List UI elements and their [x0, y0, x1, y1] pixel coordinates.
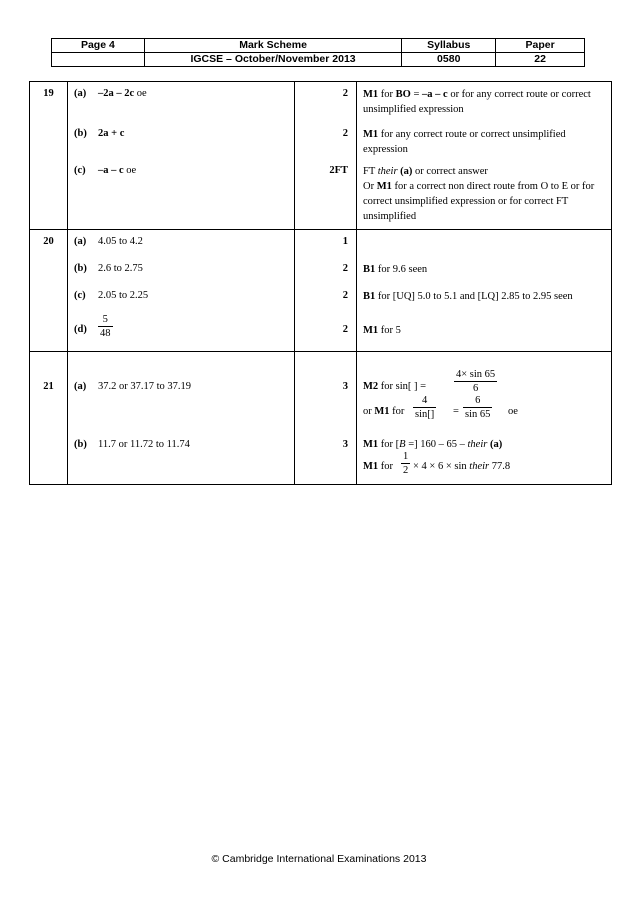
question-number: 21	[30, 352, 68, 485]
answer-19c: –a – c oe	[98, 165, 137, 176]
copyright-footer: © Cambridge International Examinations 2013	[211, 853, 427, 865]
guidance-21b-line2-tail: × 4 × 6 × sin their 77.8	[413, 461, 511, 472]
mark-19a: 2	[342, 88, 348, 99]
answer-cell	[68, 352, 295, 485]
answer-20d-fraction: $\frac{5}{48}$	[100, 314, 111, 339]
guidance-20b: B1 for 9.6 seen	[363, 264, 428, 275]
question-row-20	[30, 230, 612, 352]
guidance-19c: FT their (a) or correct answer Or M1 for a correct non direct route from O to E or for correct unsimplified expression or for correct FT unsimplified	[363, 166, 595, 222]
answer-20b: 2.6 to 2.75	[98, 263, 143, 274]
part-label: (b)	[74, 128, 87, 139]
part-label: (c)	[74, 165, 86, 176]
syllabus-code: 0580	[402, 53, 496, 67]
part-label: (c)	[74, 290, 86, 301]
question-number: 19	[30, 82, 68, 230]
mark-19c: 2FT	[329, 165, 348, 176]
paper-label: Paper	[496, 39, 585, 53]
fraction-4-over-sin: $\frac{4}{\sin[]}$	[415, 395, 435, 420]
guidance-21a-m1: or M1 for	[363, 406, 405, 417]
part-label: (b)	[74, 263, 87, 274]
part-label: (d)	[74, 324, 87, 335]
part-label: (a)	[74, 88, 87, 99]
paper-number: 22	[496, 53, 585, 67]
guidance-cell	[357, 82, 612, 230]
guidance-19a: M1 for BO = –a – c or for any correct route or correct unsimplified expression	[363, 89, 591, 115]
part-label: (b)	[74, 439, 87, 450]
marks-cell	[295, 82, 357, 230]
guidance-20d: M1 for 5	[363, 325, 401, 336]
answer-20a: 4.05 to 4.2	[98, 236, 143, 247]
part-label: (a)	[74, 381, 87, 392]
mark-20d: 2	[342, 324, 348, 335]
guidance-21a-m2: M2 for sin[ ] =	[363, 381, 427, 392]
question-row-21	[30, 352, 612, 485]
page-number: Page 4	[52, 39, 145, 53]
oe-note: oe	[508, 406, 518, 417]
marks-cell	[295, 230, 357, 352]
guidance-cell	[357, 230, 612, 352]
syllabus-label: Syllabus	[402, 39, 496, 53]
fraction-one-half: $\frac{1}{2}$	[403, 451, 409, 476]
exam-title: IGCSE – October/November 2013	[144, 53, 402, 67]
mark-21b: 3	[342, 439, 348, 450]
question-row-19	[30, 82, 612, 230]
fraction-4sin65-over-6: $\frac{4\times \sin 65}{6}$	[456, 369, 496, 394]
answer-20c: 2.05 to 2.25	[98, 290, 149, 301]
guidance-21b-line1: M1 for [B =] 160 – 65 – their (a)	[363, 439, 503, 450]
marks-cell	[295, 352, 357, 485]
mark-20b: 2	[342, 263, 348, 274]
guidance-cell	[357, 352, 612, 485]
header-blank	[52, 53, 145, 67]
mark-scheme-table	[29, 81, 612, 485]
answer-21b: 11.7 or 11.72 to 11.74	[98, 439, 190, 450]
mark-19b: 2	[342, 128, 348, 139]
part-label: (a)	[74, 236, 87, 247]
equals-sign: =	[453, 406, 459, 417]
mark-20c: 2	[342, 290, 348, 301]
mark-20a: 1	[342, 236, 348, 247]
answer-19b: 2a + c	[98, 128, 125, 139]
guidance-20c: B1 for [UQ] 5.0 to 5.1 and [LQ] 2.85 to 2.95 seen	[363, 291, 573, 302]
answer-cell	[68, 230, 295, 352]
guidance-21b-line2: M1 for	[363, 461, 394, 472]
document-type: Mark Scheme	[144, 39, 402, 53]
answer-21a: 37.2 or 37.17 to 37.19	[98, 381, 192, 392]
fraction-6-over-sin65: $\frac{6}{\sin 65}$	[465, 395, 491, 420]
question-number: 20	[30, 230, 68, 352]
answer-cell	[68, 82, 295, 230]
answer-19a: –2a – 2c oe	[98, 88, 147, 99]
header-table	[51, 38, 585, 67]
mark-21a: 3	[342, 381, 348, 392]
guidance-19b: M1 for any correct route or correct unsimplified expression	[363, 129, 566, 155]
